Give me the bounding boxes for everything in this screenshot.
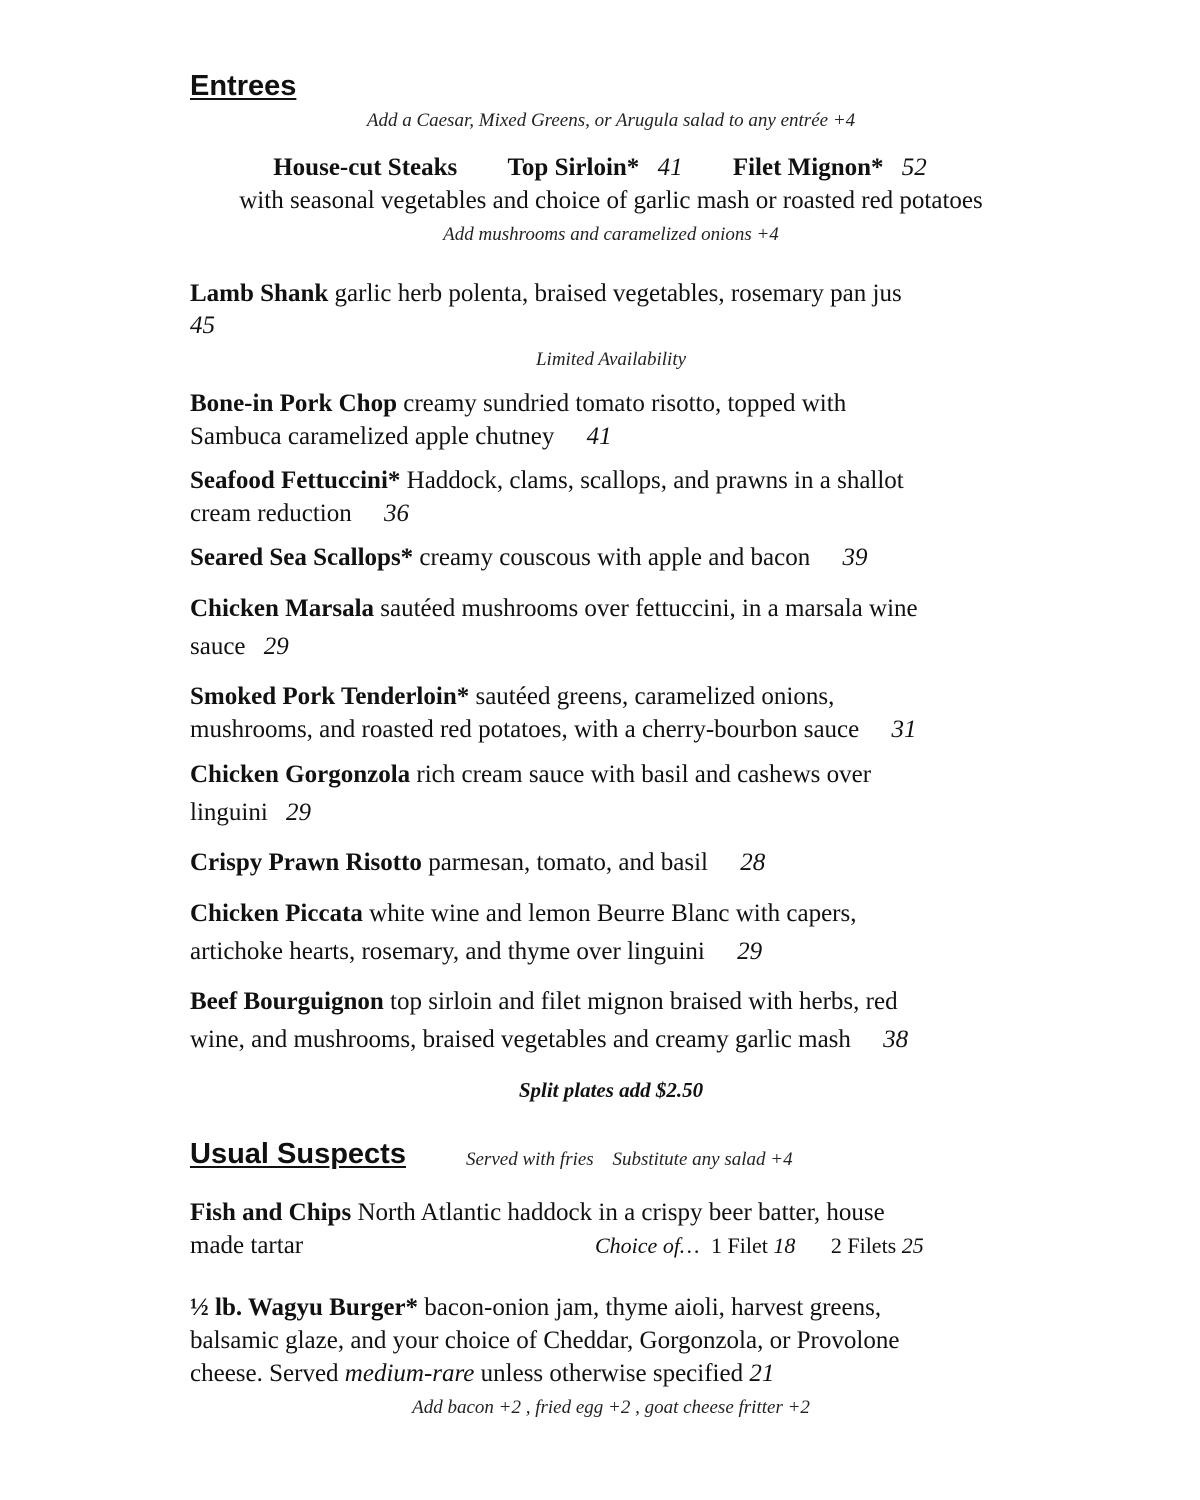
item-name: Crispy Prawn Risotto	[190, 849, 422, 876]
item-description: parmesan, tomato, and basil	[428, 849, 708, 876]
split-plates-note: Split plates add $2.50	[518, 1078, 704, 1102]
item-price: 29	[737, 938, 763, 965]
steaks-description: with seasonal vegetables and choice of garlic mash or roasted red potatoes	[239, 187, 983, 214]
option-price: 25	[901, 1233, 924, 1258]
item-price: 21	[749, 1360, 775, 1387]
fries-note: Served with fries	[466, 1149, 594, 1170]
item-name: Chicken Piccata	[190, 900, 363, 927]
doneness-emphasis: medium-rare	[344, 1360, 475, 1387]
steaks-line	[0, 151, 1200, 184]
item-name: Seared Sea Scallops*	[190, 544, 414, 571]
item-description: mushrooms, and roasted red potatoes, with a cherry-bourbon sauce	[190, 716, 860, 743]
item-description: linguini	[190, 799, 268, 826]
item-name: Bone-in Pork Chop	[190, 390, 397, 417]
option-price: 18	[773, 1233, 796, 1258]
item-description: garlic herb polenta, braised vegetables, rosemary pan jus	[334, 280, 902, 307]
entrees-heading: Entrees	[190, 70, 297, 102]
item-description: creamy sundried tomato risotto, topped with	[403, 390, 847, 417]
menu-item	[190, 387, 846, 453]
item-description: Haddock, clams, scallops, and prawns in a shallot	[406, 467, 904, 494]
menu-item-fish-and-chips	[190, 1196, 885, 1229]
menu-item-lamb-shank	[190, 277, 902, 310]
item-name: Chicken Marsala	[190, 595, 375, 622]
menu-item	[190, 464, 904, 530]
burger-addons: Add bacon +2 , fried egg +2 , goat cheese fritter +2	[412, 1397, 810, 1418]
item-price: 29	[263, 633, 289, 660]
item-description: artichoke hearts, rosemary, and thyme over linguini	[190, 938, 705, 965]
item-description: bacon-onion jam, thyme aioli, harvest greens,	[424, 1294, 882, 1321]
menu-item	[190, 985, 908, 1056]
item-description: creamy couscous with apple and bacon	[419, 544, 811, 571]
item-price: 45	[190, 312, 215, 339]
steak-option-name: Top Sirloin*	[507, 154, 640, 181]
item-description: cheese. Served	[190, 1360, 339, 1387]
item-name: Seafood Fettuccini*	[190, 467, 401, 494]
item-price: 38	[883, 1026, 909, 1053]
item-description: wine, and mushrooms, braised vegetables and creamy garlic mash	[190, 1026, 851, 1053]
menu-item	[190, 541, 868, 574]
menu-item	[190, 897, 856, 968]
steak-option-name: Filet Mignon*	[732, 154, 884, 181]
item-description: sautéed greens, caramelized onions,	[475, 683, 835, 710]
item-description: sautéed mushrooms over fettuccini, in a marsala wine	[380, 595, 918, 622]
steaks-addon: Add mushrooms and caramelized onions +4	[443, 224, 779, 245]
item-description: top sirloin and filet mignon braised with herbs, red	[390, 988, 898, 1015]
item-description: Sambuca caramelized apple chutney	[190, 423, 555, 450]
steak-option-price: 41	[657, 154, 683, 181]
menu-item	[190, 592, 918, 663]
fish-line2: made tartar	[190, 1232, 304, 1259]
menu-item	[190, 680, 917, 746]
item-description: rich cream sauce with basil and cashews over	[416, 761, 872, 788]
item-description: sauce	[190, 633, 246, 660]
fish-choices	[595, 1231, 924, 1261]
salad-substitute-note: Substitute any salad +4	[612, 1149, 793, 1170]
item-description: North Atlantic haddock in a crispy beer batter, house	[357, 1199, 885, 1226]
item-description: balsamic glaze, and your choice of Cheddar, Gorgonzola, or Provolone	[190, 1327, 900, 1354]
usual-suspects-note	[466, 1149, 793, 1171]
item-price: 28	[740, 849, 766, 876]
item-price: 39	[842, 544, 868, 571]
menu-item-wagyu-burger	[190, 1291, 899, 1390]
item-name: Lamb Shank	[190, 280, 329, 307]
item-description: white wine and lemon Beurre Blanc with capers,	[369, 900, 857, 927]
item-price: 31	[891, 716, 917, 743]
item-name: Chicken Gorgonzola	[190, 761, 411, 788]
option-label: 2 Filets	[830, 1233, 897, 1258]
usual-suspects-heading: Usual Suspects	[190, 1138, 406, 1170]
choice-label: Choice of…	[595, 1233, 700, 1258]
item-price: 36	[383, 500, 409, 527]
item-name: Fish and Chips	[190, 1199, 352, 1226]
menu-item	[190, 846, 765, 879]
option-label: 1 Filet	[711, 1233, 768, 1258]
item-name: Smoked Pork Tenderloin*	[190, 683, 470, 710]
salad-note: Add a Caesar, Mixed Greens, or Arugula salad to any entrée +4	[366, 110, 856, 131]
item-name: Beef Bourguignon	[190, 988, 384, 1015]
item-price: 29	[286, 799, 312, 826]
item-description: unless otherwise specified	[480, 1360, 744, 1387]
item-price: 41	[586, 423, 612, 450]
steak-option-price: 52	[901, 154, 927, 181]
menu-item	[190, 758, 871, 829]
item-name: ½ lb. Wagyu Burger*	[190, 1294, 419, 1321]
limited-availability-note: Limited Availability	[535, 349, 687, 370]
item-description: cream reduction	[190, 500, 352, 527]
steaks-label: House-cut Steaks	[273, 154, 458, 181]
